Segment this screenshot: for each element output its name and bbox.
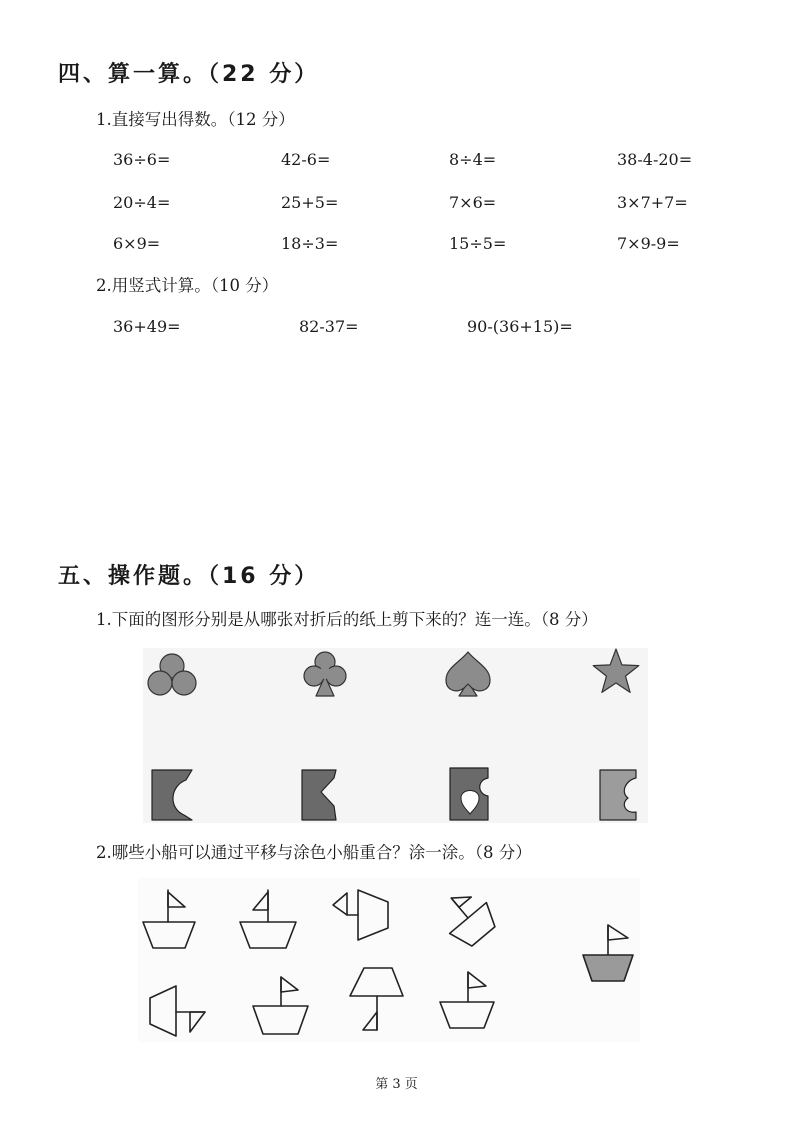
question-2-prompt: 2.哪些小船可以通过平移与涂色小船重合？涂一涂。（8 分） (96, 843, 532, 862)
expression: 7×6= (449, 193, 497, 212)
section-5-title: 五、操作题。（16 分） (58, 564, 320, 589)
boats-panel (0, 875, 793, 1045)
expression: 38-4-20= (617, 150, 693, 169)
expression: 7×9-9= (617, 234, 680, 253)
panel-background (143, 648, 648, 823)
folded-paper-heart-icon[interactable] (450, 768, 488, 820)
expression: 15÷5= (449, 234, 507, 253)
expression: 20÷4= (113, 193, 171, 212)
expression: 36÷6= (113, 150, 171, 169)
expression: 42-6= (281, 150, 331, 169)
section-4-title: 四、算一算。（22 分） (58, 62, 320, 87)
expression: 25+5= (281, 193, 339, 212)
question-1-prompt: 1.直接写出得数。（12 分） (96, 110, 295, 129)
expression: 90-(36+15)= (467, 317, 573, 336)
expression: 8÷4= (449, 150, 497, 169)
expression: 36+49= (113, 317, 181, 336)
expression: 18÷3= (281, 234, 339, 253)
question-1-prompt: 1.下面的图形分别是从哪张对折后的纸上剪下来的？连一连。（8 分） (96, 610, 598, 629)
cut-shapes-panel (0, 640, 793, 830)
expression: 3×7+7= (617, 193, 688, 212)
question-2-prompt: 2.用竖式计算。（10 分） (96, 276, 279, 295)
panel-background (138, 878, 640, 1042)
expression: 82-37= (299, 317, 359, 336)
page-number: 第 3 页 (375, 1077, 418, 1092)
expression: 6×9= (113, 234, 161, 253)
